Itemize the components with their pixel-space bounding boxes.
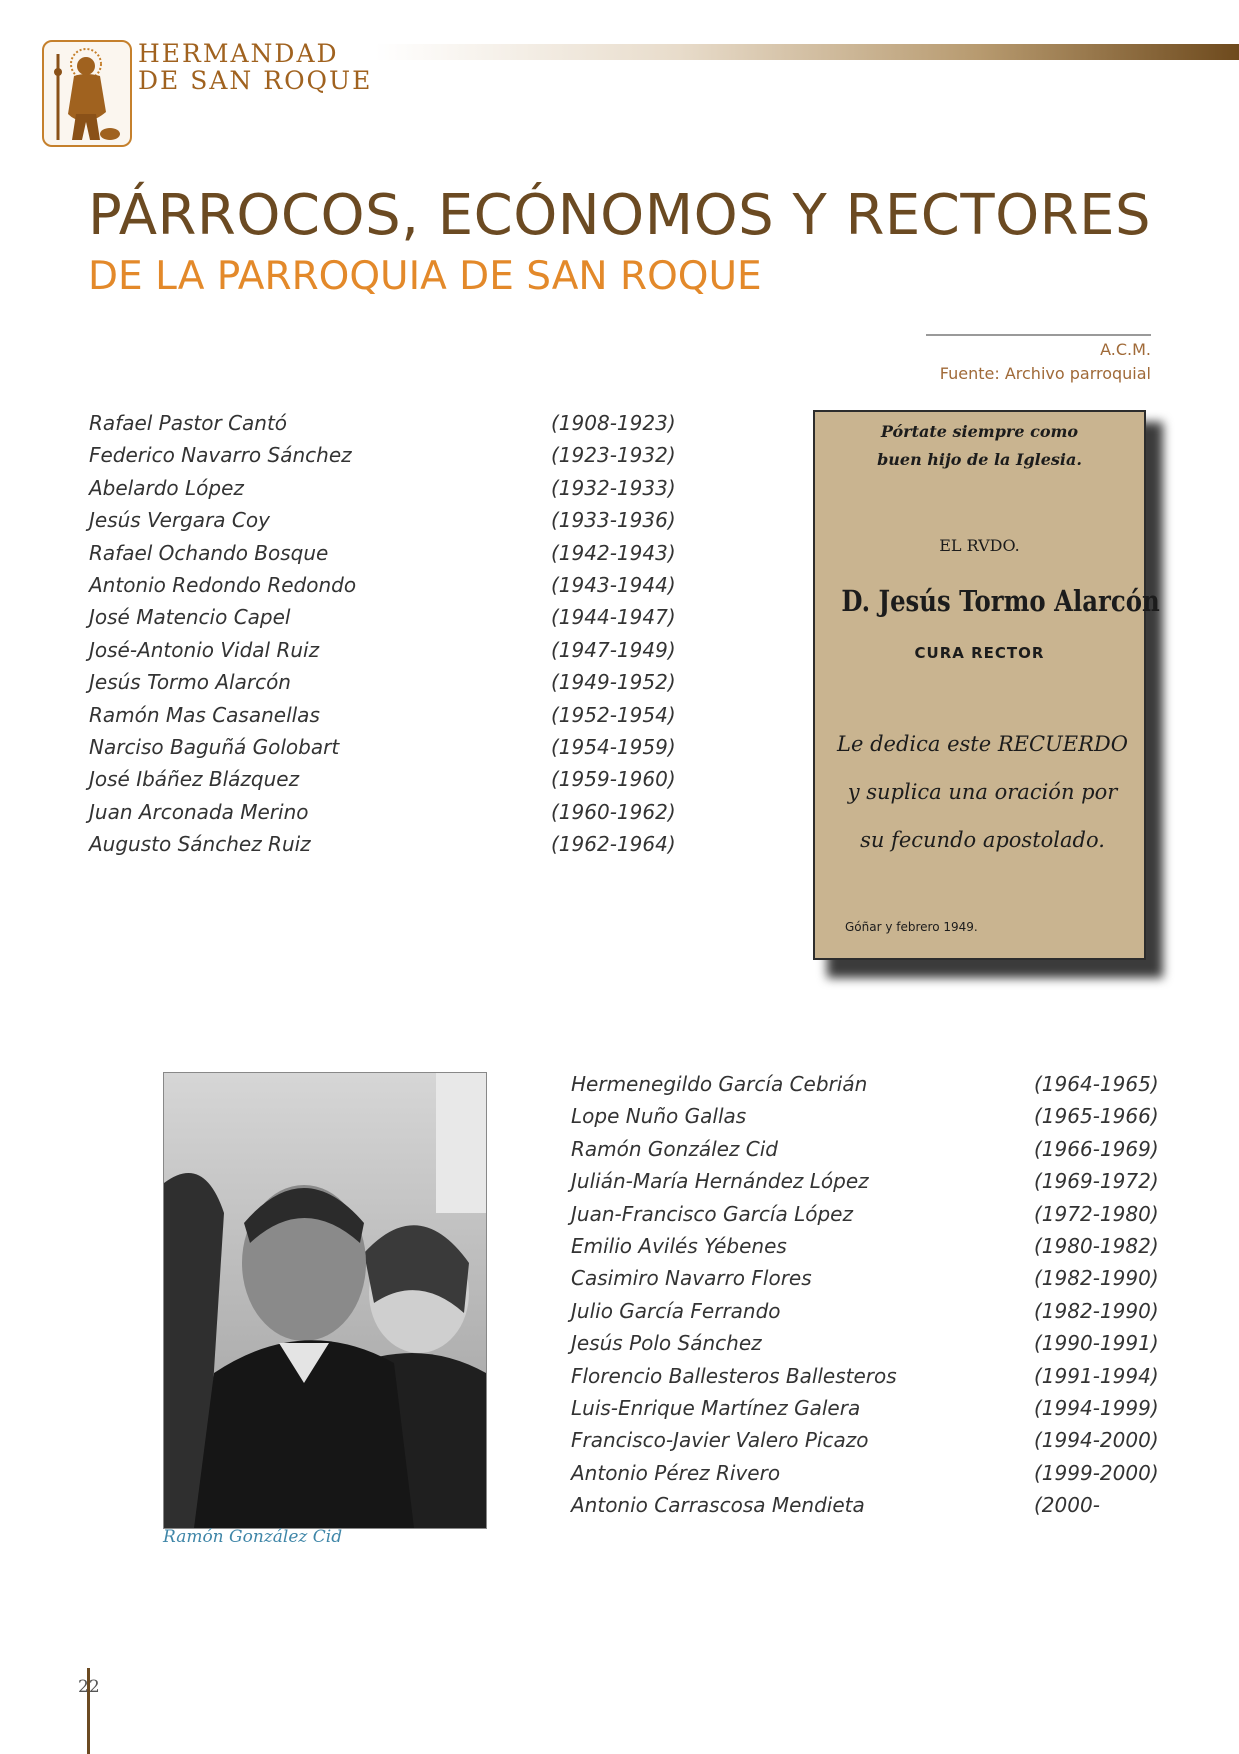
priest-name: Ramón Mas Casanellas	[89, 702, 320, 727]
priest-years: (1960-1962)	[551, 799, 676, 824]
priest-years: (1944-1947)	[551, 605, 676, 630]
list-item	[89, 439, 679, 471]
priest-years: (1949-1952)	[551, 670, 676, 695]
priest-name: José Matencio Capel	[89, 605, 291, 630]
credit-block	[926, 334, 1151, 386]
priest-name: Federico Navarro Sánchez	[89, 443, 352, 468]
list-item	[571, 1198, 1211, 1230]
priest-name: Jesús Polo Sánchez	[571, 1331, 762, 1356]
priest-years: (1932-1933)	[551, 475, 676, 500]
logo	[42, 40, 132, 147]
list-item	[89, 699, 679, 731]
priest-photo	[163, 1072, 487, 1529]
photo-caption: Ramón González Cid	[163, 1527, 343, 1547]
priest-years: (1962-1964)	[551, 832, 676, 857]
priest-years: (1980-1982)	[1034, 1233, 1159, 1258]
card-motto-line-1: Pórtate siempre como	[880, 422, 1079, 441]
list-item	[571, 1295, 1211, 1327]
priest-years: (1990-1991)	[1034, 1331, 1159, 1356]
list-item	[89, 407, 679, 439]
card-role: CURA RECTOR	[914, 644, 1045, 662]
priest-name: Ramón González Cid	[571, 1136, 779, 1161]
header-gradient-bar	[375, 44, 1239, 60]
priest-name: Lope Nuño Gallas	[571, 1104, 747, 1129]
priest-name: Juan Arconada Merino	[89, 799, 309, 824]
priest-name: Narciso Baguñá Golobart	[89, 734, 340, 759]
list-item	[89, 569, 679, 601]
card-dedication-line-2: y suplica una oración por	[847, 780, 1118, 804]
priest-name: Jesús Tormo Alarcón	[89, 670, 291, 695]
list-item	[571, 1327, 1211, 1359]
list-item	[89, 601, 679, 633]
priest-name: Casimiro Navarro Flores	[571, 1266, 812, 1291]
priest-name: Rafael Pastor Cantó	[89, 411, 288, 435]
list-item	[571, 1392, 1211, 1424]
author-initials: A.C.M.	[1100, 340, 1151, 359]
card-motto-line-2: buen hijo de la Iglesia.	[877, 450, 1082, 469]
priest-years: (1982-1990)	[1034, 1266, 1159, 1291]
brand-name	[138, 40, 372, 94]
list-item	[89, 634, 679, 666]
priest-name: José Ibáñez Blázquez	[89, 767, 300, 792]
list-item	[571, 1457, 1211, 1489]
priest-years: (1969-1972)	[1034, 1169, 1159, 1194]
priest-years: (1952-1954)	[551, 702, 676, 727]
priest-name: José-Antonio Vidal Ruiz	[89, 637, 320, 662]
priest-years: (1933-1936)	[551, 508, 676, 533]
brand-line-2: DE SAN ROQUE	[138, 66, 373, 95]
page-title: PÁRROCOS, ECÓNOMOS Y RECTORES	[88, 183, 1152, 248]
source-note: Fuente: Archivo parroquial	[939, 364, 1151, 383]
priest-name: Antonio Pérez Rivero	[571, 1460, 781, 1485]
priest-years: (1923-1932)	[551, 443, 676, 468]
list-item	[89, 828, 679, 860]
priest-name: Antonio Redondo Redondo	[89, 572, 357, 597]
priest-years: (1966-1969)	[1034, 1136, 1159, 1161]
list-item	[571, 1262, 1211, 1294]
card-honorific: EL RVDO.	[939, 536, 1020, 555]
list-item	[571, 1100, 1211, 1132]
priest-years: (1994-2000)	[1034, 1428, 1159, 1453]
list-item	[571, 1068, 1211, 1100]
list-item	[89, 472, 679, 504]
priest-name: Jesús Vergara Coy	[89, 508, 270, 533]
priest-years: (1947-1949)	[551, 637, 676, 662]
priest-portrait-image	[164, 1073, 486, 1528]
priest-years: (1908-1923)	[551, 411, 676, 435]
priest-name: Augusto Sánchez Ruiz	[89, 832, 311, 857]
list-item	[89, 731, 679, 763]
list-item	[89, 504, 679, 536]
priest-name: Julio García Ferrando	[571, 1298, 781, 1323]
memorial-card	[813, 410, 1160, 960]
list-item	[571, 1360, 1211, 1392]
priest-name: Emilio Avilés Yébenes	[571, 1233, 787, 1258]
list-item	[89, 537, 679, 569]
list-item	[571, 1165, 1211, 1197]
page-subtitle: DE LA PARROQUIA DE SAN ROQUE	[88, 254, 762, 299]
priest-years: (1972-1980)	[1034, 1201, 1159, 1226]
priest-years: (1991-1994)	[1034, 1363, 1159, 1388]
priest-years: (1943-1944)	[551, 572, 676, 597]
list-item	[571, 1424, 1211, 1456]
priest-name: Antonio Carrascosa Mendieta	[571, 1493, 865, 1518]
priest-name: Luis-Enrique Martínez Galera	[571, 1395, 861, 1420]
priest-name: Francisco-Javier Valero Picazo	[571, 1428, 869, 1453]
priest-name: Julián-María Hernández López	[571, 1169, 869, 1194]
priest-name: Florencio Ballesteros Ballesteros	[571, 1363, 897, 1388]
priest-name: Abelardo López	[89, 475, 244, 500]
card-date: Góñar y febrero 1949.	[845, 920, 978, 934]
card-priest-name: D. Jesús Tormo Alarcón	[841, 584, 1160, 618]
priest-list-2	[571, 1068, 1211, 1521]
list-item	[571, 1230, 1211, 1262]
priest-name: Rafael Ochando Bosque	[89, 540, 329, 565]
card-dedication-line-3: su fecundo apostolado.	[860, 828, 1105, 852]
page-number: 22	[78, 1677, 100, 1697]
list-item	[571, 1489, 1211, 1521]
priest-years: (1999-2000)	[1034, 1460, 1159, 1485]
priest-years: (1959-1960)	[551, 767, 676, 792]
priest-years: (1965-1966)	[1034, 1104, 1159, 1129]
priest-years: (1964-1965)	[1034, 1072, 1159, 1096]
card-dedication	[831, 720, 1134, 864]
list-item	[89, 796, 679, 828]
priest-years: (1982-1990)	[1034, 1298, 1159, 1323]
priest-list-1	[89, 407, 679, 860]
priest-name: Juan-Francisco García López	[571, 1201, 853, 1226]
priest-years: (1954-1959)	[551, 734, 676, 759]
card-motto	[815, 418, 1144, 474]
brand-line-1: HERMANDAD	[138, 39, 339, 68]
priest-name: Hermenegildo García Cebrián	[571, 1072, 868, 1096]
list-item	[89, 763, 679, 795]
priest-years: (1942-1943)	[551, 540, 676, 565]
card-dedication-line-1: Le dedica este RECUERDO	[837, 732, 1128, 756]
priest-years: (1994-1999)	[1034, 1395, 1159, 1420]
saint-figure-icon	[44, 42, 130, 145]
priest-years: (2000-	[1034, 1493, 1100, 1518]
list-item	[89, 666, 679, 698]
list-item	[571, 1133, 1211, 1165]
